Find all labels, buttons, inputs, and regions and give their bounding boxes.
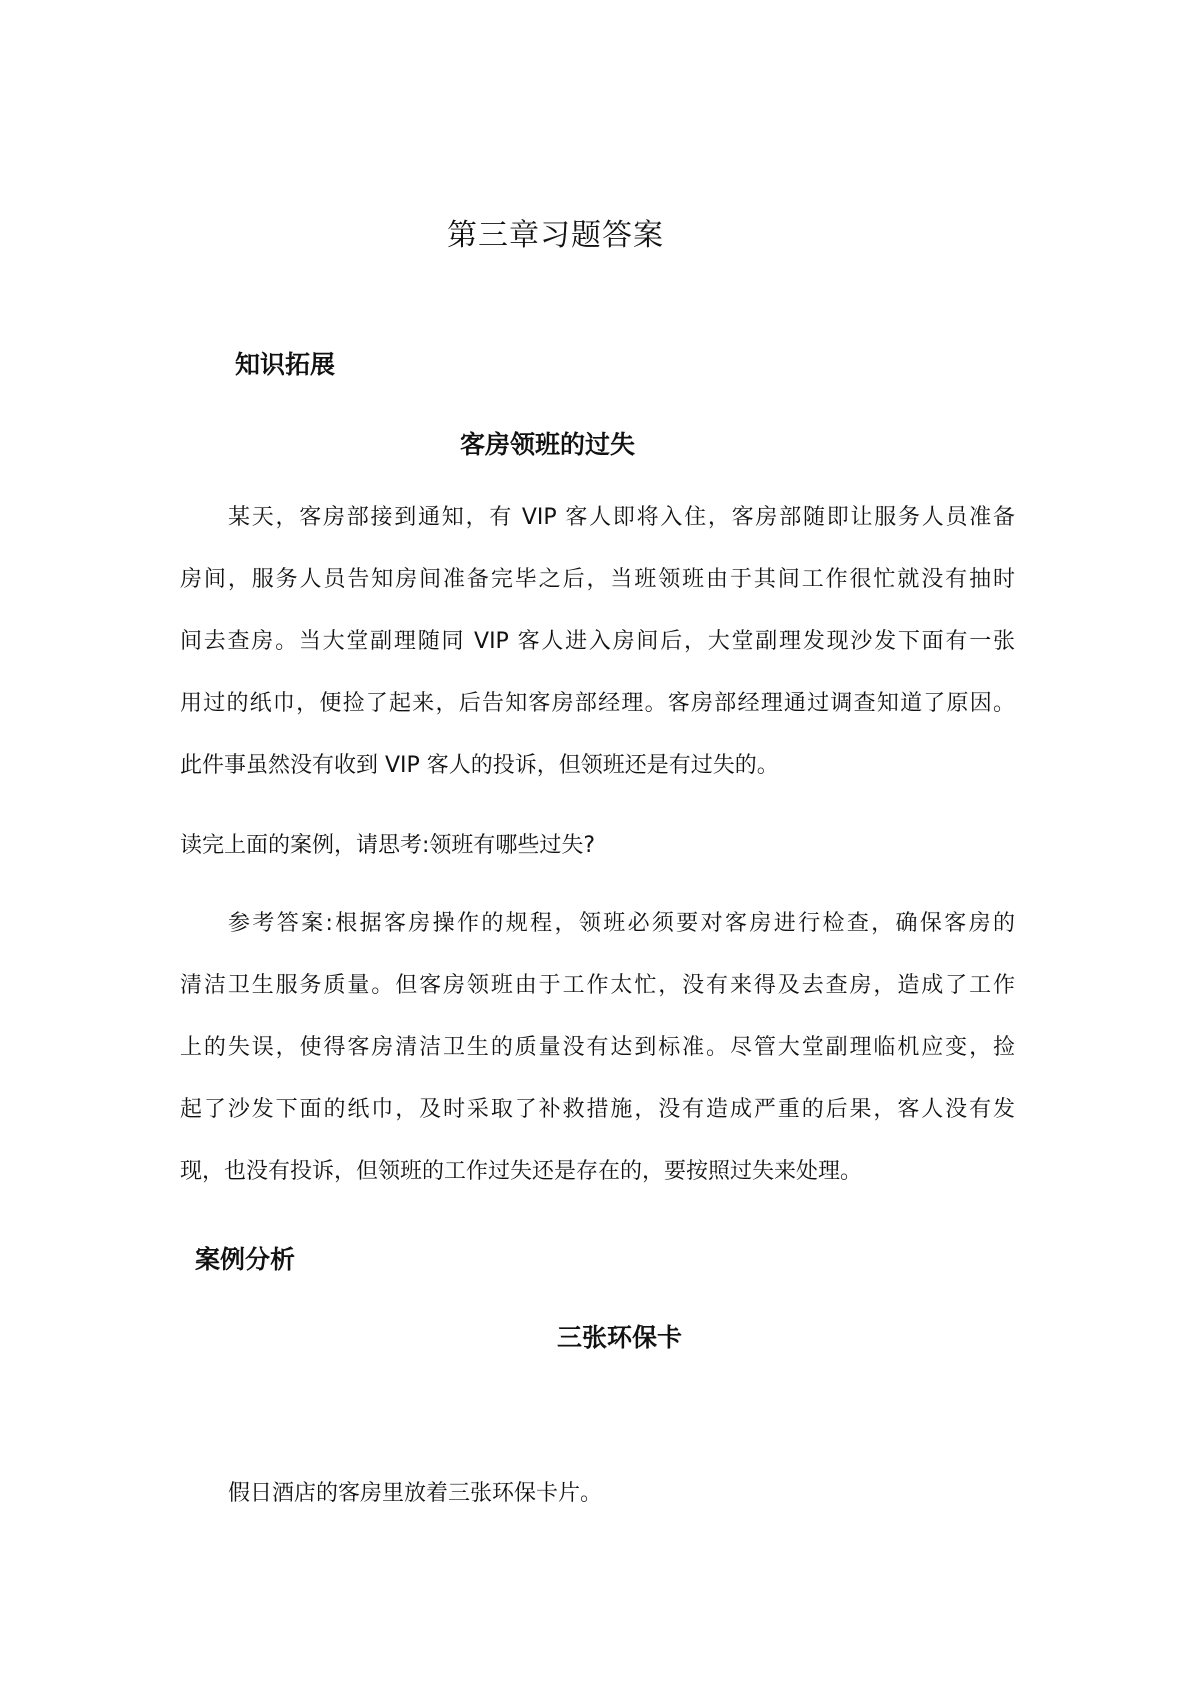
paragraph-line: 参考答案:根据客房操作的规程，领班必须要对客房进行检查，确保客房的 bbox=[228, 911, 1015, 936]
answer-paragraph bbox=[180, 893, 1015, 1203]
section-heading-case-analysis: 案例分析 bbox=[195, 1245, 296, 1274]
document-title: 第三章习题答案 bbox=[447, 218, 664, 253]
paragraph-line: 用过的纸巾，便捡了起来，后告知客房部经理。客房部经理通过调查知道了原因。 bbox=[180, 691, 1015, 716]
paragraph-line: 起了沙发下面的纸巾，及时采取了补救措施，没有造成严重的后果，客人没有发 bbox=[180, 1097, 1015, 1122]
paragraph-line: 房间，服务人员告知房间准备完毕之后，当班领班由于其间工作很忙就没有抽时 bbox=[180, 567, 1015, 592]
paragraph-line: 现，也没有投诉，但领班的工作过失还是存在的，要按照过失来处理。 bbox=[180, 1159, 863, 1184]
paragraph-line: 某天，客房部接到通知，有 VIP 客人即将入住，客房部随即让服务人员准备 bbox=[228, 505, 1015, 530]
paragraph-line: 上的失误，使得客房清洁卫生的质量没有达到标准。尽管大堂副理临机应变，捡 bbox=[180, 1035, 1015, 1060]
case-title-eco-cards: 三张环保卡 bbox=[557, 1323, 683, 1352]
case-title-supervisor-fault: 客房领班的过失 bbox=[460, 430, 636, 459]
case-paragraph bbox=[180, 487, 1015, 797]
paragraph-line: 清洁卫生服务质量。但客房领班由于工作太忙，没有来得及去查房，造成了工作 bbox=[180, 973, 1015, 998]
discussion-question: 读完上面的案例，请思考:领班有哪些过失? bbox=[180, 833, 596, 858]
case-intro-paragraph: 假日酒店的客房里放着三张环保卡片。 bbox=[228, 1481, 603, 1506]
paragraph-line: 间去查房。当大堂副理随同 VIP 客人进入房间后，大堂副理发现沙发下面有一张 bbox=[180, 629, 1015, 654]
section-heading-knowledge: 知识拓展 bbox=[235, 350, 336, 379]
paragraph-line: 此件事虽然没有收到 VIP 客人的投诉，但领班还是有过失的。 bbox=[180, 753, 779, 778]
